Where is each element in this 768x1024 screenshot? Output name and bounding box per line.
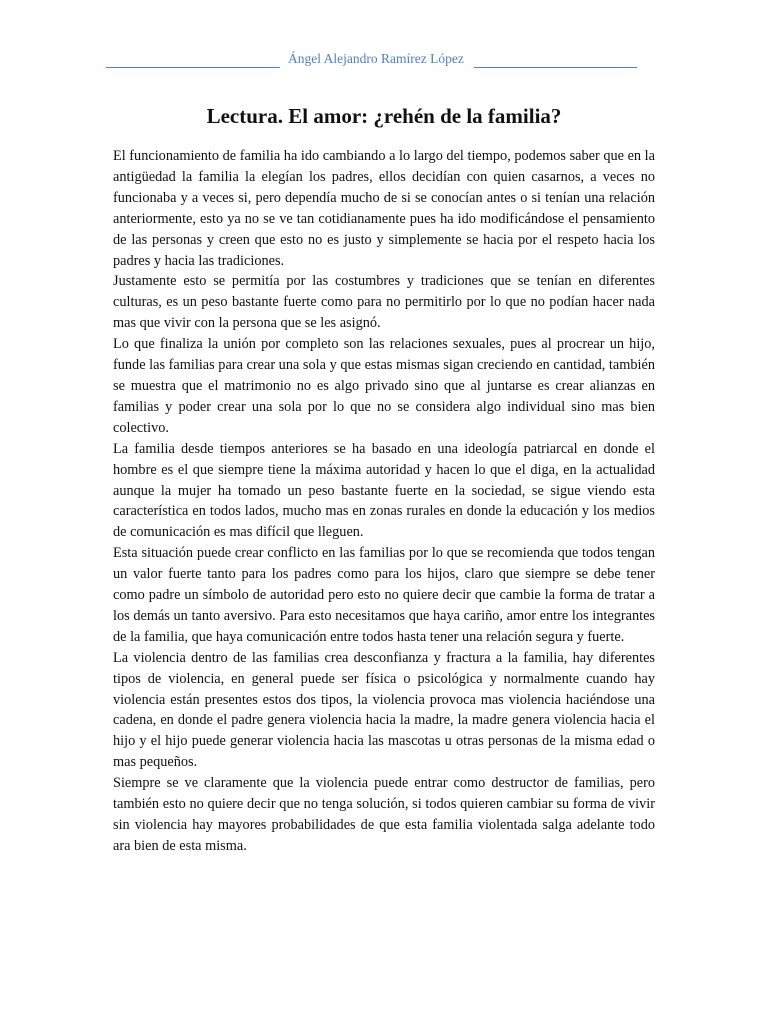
document-title: Lectura. El amor: ¿rehén de la familia? [206,104,562,128]
paragraph: La familia desde tiempos anteriores se ha basado en una ideología patriarcal en donde el hombre es el que siempre tiene la máxima autoridad y hacen lo que el diga, en la actualidad aunque la mujer ha tomado un peso bastante fuerte en la sociedad, se sigue viendo esta característica en todos lados, mucho mas en zonas rurales en donde la educación y los medios de comunicación es mas difícil que lleguen. [113,440,655,541]
paragraph: El funcionamiento de familia ha ido cambiando a lo largo del tiempo, podemos saber que en la antigüedad la familia la elegían los padres, ellos decidían con quien casarnos, a veces no funcionaba y a veces si, pero dependía mucho de si se conocían antes o si tenían una relación anteriormente, esto ya no se ve tan cotidianamente pues ha ido modificándose el pensamiento de las personas y creen que esto no es justo y simplemente se hacia por el respeto hacia los padres y hacia las tradiciones. [113,148,655,269]
paragraph: Esta situación puede crear conflicto en las familias por lo que se recomienda que todos tengan un valor fuerte tanto para los padres como para los hijos, claro que siempre se debe tener como padre un símbolo de autoridad pero esto no quiere decir que cambie la forma de tratar a los demás un tanto aversivo. Para esto necesitamos que haya cariño, amor entre los integrantes de la familia, que haya comunicación entre todos hasta tener una relación segura y fuerte. [113,545,655,645]
header-rule-right [474,67,637,68]
document-body [113,146,655,857]
paragraph: Justamente esto se permitía por las costumbres y tradiciones que se tenían en diferentes culturas, es un peso bastante fuerte como para no permitirlo por lo que no podían hacer nada mas que vivir con la persona que se les asignó. [113,273,655,332]
header-rule-left [106,67,280,68]
author-name: Ángel Alejandro Ramírez López [288,51,464,66]
page-header [0,48,768,88]
paragraph: La violencia dentro de las familias crea desconfianza y fractura a la familia, hay diferentes tipos de violencia, en general puede ser física o psicológica y normalmente cuando hay violencia están presentes estos dos tipos, la violencia provoca mas violencia haciéndose una cadena, en donde el padre genera violencia hacia la madre, la madre genera violencia hacia el hijo y el hijo puede generar violencia hacia las mascotas u otras personas de la misma edad o mas pequeños. [113,649,655,771]
paragraph: Siempre se ve claramente que la violencia puede entrar como destructor de familias, pero también esto no quiere decir que no tenga solución, si todos quieren cambiar su forma de vivir sin violencia hay mayores probabilidades de que esta familia violentada salga adelante todo ara bien de esta misma. [113,775,655,854]
paragraph: Lo que finaliza la unión por completo son las relaciones sexuales, pues al procrear un hijo, funde las familias para crear una sola y que estas mismas sigan creciendo en cantidad, también se muestra que el matrimonio no es algo privado sino que al juntarse es crear alianzas en familias y poder crear una sola por lo que no se considera algo individual sino mas bien colectivo. [113,336,655,436]
